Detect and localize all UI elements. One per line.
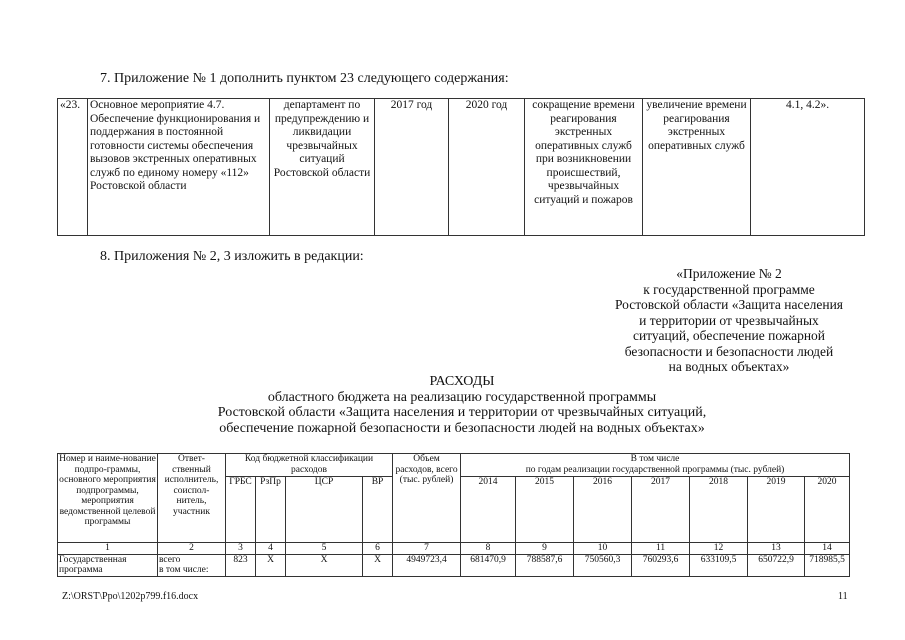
indicator-link: 4.1, 4.2». (751, 99, 865, 236)
header-row (58, 454, 850, 477)
header-including-line: по годам реализации государственной программы (тыс. рублей) (525, 464, 785, 475)
year-header: 2014 (461, 477, 516, 543)
column-number: 9 (516, 543, 574, 555)
expected-result: сокращение времени реагирования экстренных оперативных служб при возникновении происшествий, чрезвычайных ситуаций и пожаров (525, 99, 643, 236)
appendix-line: «Приложение № 2 (676, 266, 782, 281)
year-header: 2015 (516, 477, 574, 543)
header-including (461, 454, 850, 477)
year-value: 760293,6 (632, 554, 690, 576)
file-path: Z:\ORST\Ppo\1202p799.f16.docx (62, 591, 199, 602)
year-value: 681470,9 (461, 554, 516, 576)
column-number: 2 (158, 543, 226, 555)
year-header: 2020 (805, 477, 850, 543)
column-number: 6 (363, 543, 393, 555)
total-value: 4949723,4 (393, 554, 461, 576)
header-including-line: В том числе (630, 454, 680, 464)
column-number: 7 (393, 543, 461, 555)
year-value: 750560,3 (574, 554, 632, 576)
header-total: Объем расходов, всего (тыс. рублей) (393, 454, 461, 543)
vr-value: X (363, 554, 393, 576)
appendix1-table (57, 98, 865, 236)
measure-name: Основное мероприятие 4.7. Обеспечение функционирования и поддержания в постоянной готовности системы обеспечения вызовов экстренных оперативных служб по единому номеру «112» Ростовской области (88, 99, 270, 236)
grbs-value: 823 (226, 554, 256, 576)
expenses-heading (160, 374, 764, 436)
year-value: 718985,5 (805, 554, 850, 576)
column-number: 14 (805, 543, 850, 555)
column-number: 12 (690, 543, 748, 555)
header-vr: ВР (363, 477, 393, 543)
heading-line: областного бюджета на реализацию государственной программы (267, 389, 657, 405)
header-csr: ЦСР (286, 477, 363, 543)
year-header: 2019 (748, 477, 805, 543)
table-row (58, 554, 850, 576)
column-number: 5 (286, 543, 363, 555)
appendix-line: ситуаций, обеспечение пожарной (632, 328, 826, 343)
rzpr-value: X (256, 554, 286, 576)
heading-line: обеспечение пожарной безопасности и безопасности людей на водных объектах» (219, 420, 705, 436)
column-number: 8 (461, 543, 516, 555)
column-number: 3 (226, 543, 256, 555)
year-value: 788587,6 (516, 554, 574, 576)
heading-title: РАСХОДЫ (429, 374, 495, 389)
csr-value: X (286, 554, 363, 576)
header-executor: Ответ-ственный исполнитель, соиспол-нитель, участник (158, 454, 226, 543)
year-value: 633109,5 (690, 554, 748, 576)
program-executor-line: всего (159, 554, 181, 565)
appendix-line: безопасности и безопасности людей (624, 343, 834, 359)
page-number: 11 (838, 591, 848, 602)
column-number: 11 (632, 543, 690, 555)
section-7-text: 7. Приложение № 1 дополнить пунктом 23 следующего содержания: (100, 71, 509, 86)
header-grbs: ГРБС (226, 477, 256, 543)
year-header: 2017 (632, 477, 690, 543)
end-year: 2020 год (449, 99, 525, 236)
header-code: Код бюджетной классификации расходов (226, 454, 393, 477)
program-executor (158, 554, 226, 576)
row-number: «23. (58, 99, 88, 236)
expenses-table (57, 453, 850, 577)
year-value: 650722,9 (748, 554, 805, 576)
appendix-line: к государственной программе (643, 281, 815, 297)
column-number: 4 (256, 543, 286, 555)
appendix-caption (600, 266, 858, 375)
column-number: 1 (58, 543, 158, 555)
program-name (58, 554, 158, 576)
program-name-line: программа (59, 565, 103, 575)
appendix-line: и территории от чрезвычайных (639, 312, 819, 328)
table-row (58, 99, 865, 236)
header-rzpr: РзПр (256, 477, 286, 543)
header-name: Номер и наиме-нование подпро-граммы, основного мероприятия подпрограммы, мероприятия ведомственной целевой программы (58, 454, 158, 543)
program-executor-line: в том числе: (159, 565, 209, 575)
appendix-line: на водных объектах» (668, 359, 790, 374)
year-header: 2016 (574, 477, 632, 543)
start-year: 2017 год (375, 99, 449, 236)
column-number: 13 (748, 543, 805, 555)
heading-line: Ростовской области «Защита населения и территории от чрезвычайных ситуаций, (217, 405, 707, 420)
column-number: 10 (574, 543, 632, 555)
year-header: 2018 (690, 477, 748, 543)
consequences: увеличение времени реагирования экстренных оперативных служб (643, 99, 751, 236)
column-number-row (58, 543, 850, 555)
executor: департамент по предупреждению и ликвидации чрезвычайных ситуаций Ростовской области (270, 99, 375, 236)
section-8-text: 8. Приложения № 2, 3 изложить в редакции: (100, 249, 364, 264)
program-name-line: Государственная (59, 554, 127, 565)
appendix-line: Ростовской области «Защита населения (614, 297, 844, 312)
